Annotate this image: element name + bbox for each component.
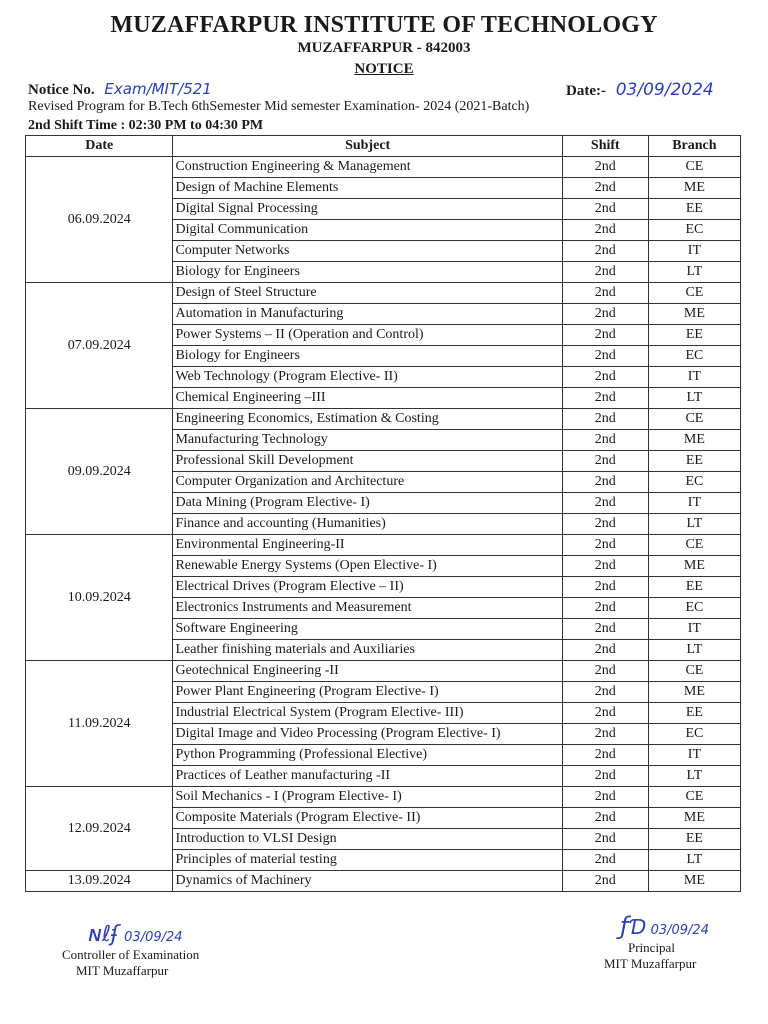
subject-cell: Design of Machine Elements <box>173 178 562 199</box>
controller-signature-block <box>42 922 199 979</box>
shift-cell: 2nd <box>562 430 648 451</box>
date-cell: 12.09.2024 <box>26 787 173 871</box>
shift-cell: 2nd <box>562 241 648 262</box>
branch-cell: CE <box>648 409 740 430</box>
subject-cell: Soil Mechanics - I (Program Elective- I) <box>173 787 562 808</box>
shift-cell: 2nd <box>562 514 648 535</box>
date-cell: 07.09.2024 <box>26 283 173 409</box>
shift-cell: 2nd <box>562 766 648 787</box>
branch-cell: IT <box>648 241 740 262</box>
principal-org: MIT Muzaffarpur <box>604 956 697 971</box>
subject-cell: Industrial Electrical System (Program Elective- III) <box>173 703 562 724</box>
branch-cell: IT <box>648 745 740 766</box>
branch-cell: ME <box>648 178 740 199</box>
notice-title <box>0 61 768 78</box>
shift-cell: 2nd <box>562 304 648 325</box>
subject-cell: Manufacturing Technology <box>173 430 562 451</box>
branch-cell: IT <box>648 367 740 388</box>
shift-cell: 2nd <box>562 367 648 388</box>
branch-cell: EC <box>648 724 740 745</box>
shift-cell: 2nd <box>562 640 648 661</box>
notice-number-label: Notice No. <box>28 82 95 98</box>
subject-cell: Design of Steel Structure <box>173 283 562 304</box>
program-description: Revised Program for B.Tech 6thSemester Mid semester Examination- 2024 (2021-Batch) <box>28 99 530 114</box>
date-cell: 06.09.2024 <box>26 157 173 283</box>
shift-cell: 2nd <box>562 451 648 472</box>
branch-cell: EE <box>648 577 740 598</box>
shift-cell: 2nd <box>562 682 648 703</box>
notice-date-value: 03/09/2024 <box>615 80 714 100</box>
controller-signature-date: 03/09/24 <box>124 930 183 945</box>
shift-cell: 2nd <box>562 724 648 745</box>
branch-cell: EE <box>648 829 740 850</box>
subject-cell: Computer Organization and Architecture <box>173 472 562 493</box>
subject-cell: Computer Networks <box>173 241 562 262</box>
subject-cell: Practices of Leather manufacturing -II <box>173 766 562 787</box>
subject-cell: Construction Engineering & Management <box>173 157 562 178</box>
shift-cell: 2nd <box>562 346 648 367</box>
subject-cell: Automation in Manufacturing <box>173 304 562 325</box>
branch-cell: LT <box>648 766 740 787</box>
shift-cell: 2nd <box>562 871 648 892</box>
branch-cell: CE <box>648 283 740 304</box>
shift-cell: 2nd <box>562 787 648 808</box>
shift-cell: 2nd <box>562 220 648 241</box>
branch-cell: ME <box>648 304 740 325</box>
controller-signature: ɴℓʄ 03/09/24 <box>88 922 183 947</box>
shift-cell: 2nd <box>562 535 648 556</box>
subject-cell: Web Technology (Program Elective- II) <box>173 367 562 388</box>
subject-cell: Digital Image and Video Processing (Program Elective- I) <box>173 724 562 745</box>
shift-cell: 2nd <box>562 703 648 724</box>
branch-cell: EE <box>648 703 740 724</box>
table-row <box>26 283 741 304</box>
shift-cell: 2nd <box>562 388 648 409</box>
notice-title-text: NOTICE <box>354 61 414 77</box>
subject-cell: Engineering Economics, Estimation & Costing <box>173 409 562 430</box>
date-cell: 13.09.2024 <box>26 871 173 892</box>
notice-date-label: Date:- <box>566 83 606 99</box>
branch-cell: ME <box>648 871 740 892</box>
branch-cell: ME <box>648 556 740 577</box>
shift-time: 2nd Shift Time : 02:30 PM to 04:30 PM <box>28 118 264 133</box>
principal-title: Principal <box>628 940 675 955</box>
header-date: Date <box>26 136 173 157</box>
branch-cell: EC <box>648 598 740 619</box>
subject-cell: Biology for Engineers <box>173 346 562 367</box>
institute-name: MUZAFFARPUR INSTITUTE OF TECHNOLOGY <box>110 12 658 38</box>
subject-cell: Electrical Drives (Program Elective – II) <box>173 577 562 598</box>
subject-cell: Digital Signal Processing <box>173 199 562 220</box>
shift-cell: 2nd <box>562 493 648 514</box>
subject-cell: Renewable Energy Systems (Open Elective- I) <box>173 556 562 577</box>
notice-number-value: Exam/MIT/521 <box>104 80 212 98</box>
shift-cell: 2nd <box>562 598 648 619</box>
branch-cell: EC <box>648 346 740 367</box>
table-row <box>26 787 741 808</box>
branch-cell: IT <box>648 619 740 640</box>
branch-cell: CE <box>648 787 740 808</box>
subject-cell: Principles of material testing <box>173 850 562 871</box>
table-header-row <box>26 136 741 157</box>
shift-cell: 2nd <box>562 262 648 283</box>
branch-cell: EC <box>648 220 740 241</box>
shift-cell: 2nd <box>562 556 648 577</box>
branch-cell: EC <box>648 472 740 493</box>
table-row <box>26 409 741 430</box>
principal-signature-date: 03/09/24 <box>650 923 709 938</box>
branch-cell: EE <box>648 199 740 220</box>
branch-cell: CE <box>648 157 740 178</box>
branch-cell: LT <box>648 262 740 283</box>
principal-signature-block <box>590 912 709 972</box>
branch-cell: IT <box>648 493 740 514</box>
shift-cell: 2nd <box>562 178 648 199</box>
subject-cell: Professional Skill Development <box>173 451 562 472</box>
header-shift: Shift <box>562 136 648 157</box>
branch-cell: LT <box>648 640 740 661</box>
exam-schedule-table <box>25 135 741 892</box>
shift-cell: 2nd <box>562 850 648 871</box>
branch-cell: CE <box>648 661 740 682</box>
subject-cell: Biology for Engineers <box>173 262 562 283</box>
header-subject: Subject <box>173 136 562 157</box>
table-row <box>26 157 741 178</box>
controller-title: Controller of Examination <box>62 947 200 962</box>
subject-cell: Data Mining (Program Elective- I) <box>173 493 562 514</box>
date-cell: 11.09.2024 <box>26 661 173 787</box>
subject-cell: Environmental Engineering-II <box>173 535 562 556</box>
subject-cell: Digital Communication <box>173 220 562 241</box>
table-row <box>26 871 741 892</box>
institute-address: MUZAFFARPUR - 842003 <box>297 40 471 56</box>
branch-cell: ME <box>648 682 740 703</box>
table-row <box>26 535 741 556</box>
branch-cell: EE <box>648 325 740 346</box>
date-cell: 10.09.2024 <box>26 535 173 661</box>
shift-cell: 2nd <box>562 619 648 640</box>
shift-cell: 2nd <box>562 472 648 493</box>
subject-cell: Leather finishing materials and Auxiliaries <box>173 640 562 661</box>
shift-cell: 2nd <box>562 325 648 346</box>
branch-cell: EE <box>648 451 740 472</box>
subject-cell: Python Programming (Professional Elective) <box>173 745 562 766</box>
subject-cell: Power Systems – II (Operation and Control) <box>173 325 562 346</box>
controller-org: MIT Muzaffarpur <box>76 963 169 978</box>
branch-cell: LT <box>648 388 740 409</box>
notice-date <box>566 80 714 100</box>
subject-cell: Composite Materials (Program Elective- II) <box>173 808 562 829</box>
branch-cell: ME <box>648 430 740 451</box>
branch-cell: LT <box>648 850 740 871</box>
shift-cell: 2nd <box>562 577 648 598</box>
shift-cell: 2nd <box>562 409 648 430</box>
subject-cell: Geotechnical Engineering -II <box>173 661 562 682</box>
header-branch: Branch <box>648 136 740 157</box>
branch-cell: ME <box>648 808 740 829</box>
subject-cell: Chemical Engineering –III <box>173 388 562 409</box>
shift-cell: 2nd <box>562 283 648 304</box>
shift-cell: 2nd <box>562 808 648 829</box>
principal-signature: ƒƊ 03/09/24 <box>620 912 709 940</box>
branch-cell: CE <box>648 535 740 556</box>
table-row <box>26 661 741 682</box>
subject-cell: Power Plant Engineering (Program Elective- I) <box>173 682 562 703</box>
subject-cell: Introduction to VLSI Design <box>173 829 562 850</box>
branch-cell: LT <box>648 514 740 535</box>
shift-cell: 2nd <box>562 661 648 682</box>
shift-cell: 2nd <box>562 157 648 178</box>
shift-cell: 2nd <box>562 829 648 850</box>
date-cell: 09.09.2024 <box>26 409 173 535</box>
subject-cell: Electronics Instruments and Measurement <box>173 598 562 619</box>
subject-cell: Software Engineering <box>173 619 562 640</box>
notice-number <box>28 80 212 99</box>
subject-cell: Finance and accounting (Humanities) <box>173 514 562 535</box>
shift-cell: 2nd <box>562 199 648 220</box>
shift-cell: 2nd <box>562 745 648 766</box>
subject-cell: Dynamics of Machinery <box>173 871 562 892</box>
